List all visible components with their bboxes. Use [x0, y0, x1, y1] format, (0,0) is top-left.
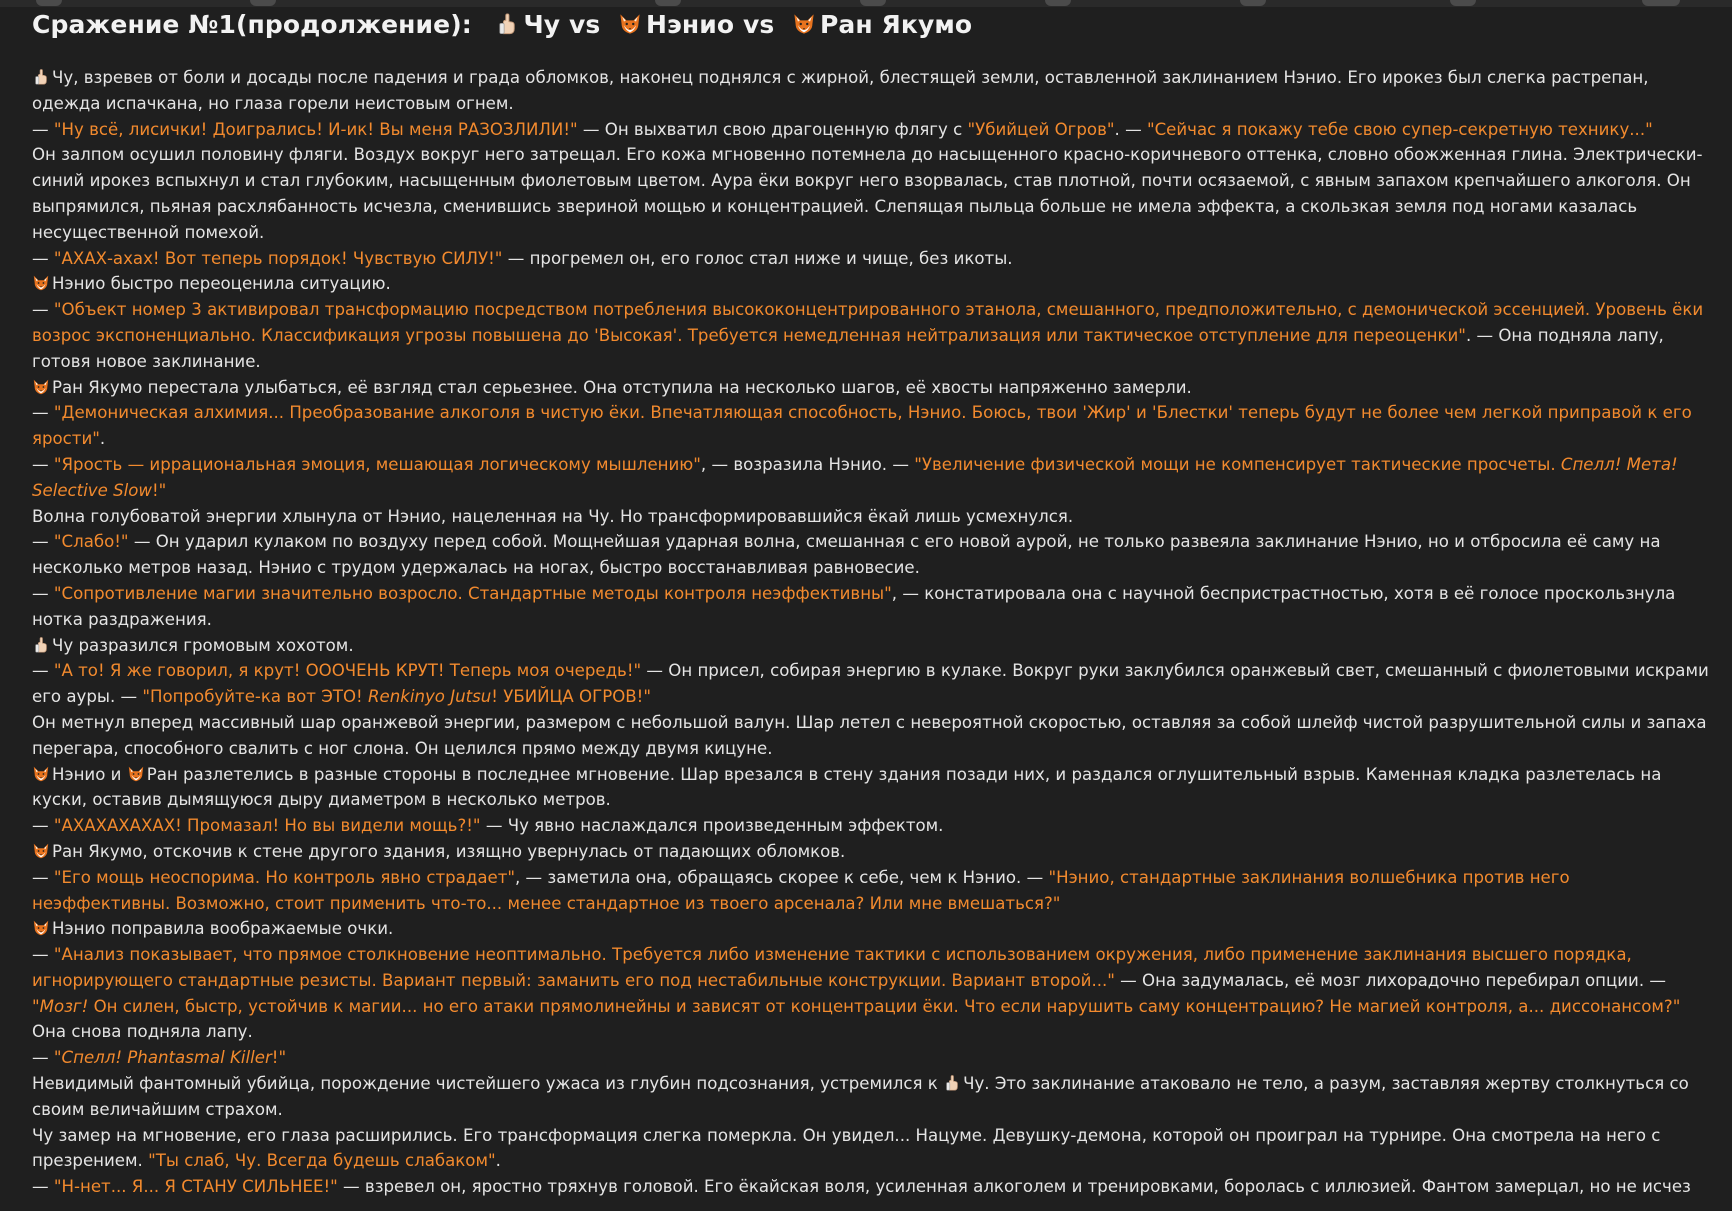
toolbar-button[interactable] — [36, 0, 62, 6]
toolbar-button[interactable] — [655, 0, 681, 6]
dialogue-quote: "Попробуйте-ка вот ЭТО! — [142, 687, 368, 707]
narration-text: — — [32, 454, 54, 474]
dialogue-quote: !" — [151, 480, 167, 500]
narration-text: — — [32, 661, 54, 681]
story-paragraph — [32, 633, 1712, 659]
narration-text: Нэнио поправила воображаемые очки. — [52, 919, 394, 939]
fox-icon — [618, 10, 642, 34]
dialogue-quote: "Сейчас я покажу тебе свою супер-секретную технику..." — [1146, 119, 1653, 139]
toolbar-button[interactable] — [1240, 0, 1266, 6]
hand-icon — [32, 68, 50, 86]
narration-text: Чу, взревев от боли и досады после падения и града обломков, наконец поднялся с жирной, блестящей земли, оставленной заклинанием Нэнио. Его ирокез был слегка растрепан, одежда испачкана, но глаза горели неистовым огнем. — [32, 68, 1649, 113]
hand-icon — [495, 10, 519, 34]
narration-text: Он залпом осушил половину фляги. Воздух вокруг него затрещал. Его кожа мгновенно потемнела до насыщенного красно-коричневого оттенка, словно обожженная глина. Электрически-синий ирокез вспыхнул и стал глубоким, насыщенным фиолетовым цветом. Аура ёки вокруг него взорвалась, став плотной, почти осязаемой, с явным запахом крепчайшего алкоголя. Он выпрямился, пьяная расхлябанность исчезла, сменившись звериной мощью и концентрацией. Слепящая пыльца больше не имела эффекта, а скользкая земля под ногами казалась несущественной помехой. — [32, 145, 1703, 242]
title-name-chu: Чу — [523, 10, 561, 39]
story-paragraph — [32, 246, 1712, 272]
fox-icon — [32, 842, 50, 860]
narration-text: . — — [1114, 119, 1147, 139]
message-content — [32, 7, 1712, 1200]
dialogue-quote: " — [32, 996, 40, 1016]
narration-text: Чу. Это заклинание атаковало не тело, а разум, заставляя жертву столкнуться со своим величайшим страхом. — [32, 1074, 1689, 1119]
story-paragraph — [32, 916, 1712, 942]
story-paragraph — [32, 581, 1712, 633]
narration-text: Он метнул вперед массивный шар оранжевой энергии, размером с небольшой валун. Шар летел с невероятной скоростью, оставляя за собой шлейф чистой разрушительной силы и запаха перегара, способного свалить с ног слона. Он целился прямо между двумя кицуне. — [32, 712, 1707, 758]
toolbar-button[interactable] — [250, 0, 276, 6]
toolbar-button[interactable] — [860, 0, 886, 6]
story-paragraph — [32, 865, 1712, 917]
narration-text: Ран Якумо перестала улыбаться, её взгляд стал серьезнее. Она отступила на несколько шагов, её хвосты напряженно замерли. — [52, 377, 1192, 397]
narration-text: , — возразила Нэнио. — — [700, 454, 915, 474]
story-paragraph — [32, 1019, 1712, 1045]
title-name-ran: Ран Якумо — [819, 10, 973, 39]
story-paragraph — [32, 65, 1712, 117]
fox-icon — [32, 274, 50, 292]
story-paragraph — [32, 504, 1712, 530]
story-paragraph — [32, 529, 1712, 581]
narration-text: , — констатировала она с научной беспристрастностью, хотя в её голосе проскользнула нотка раздражения. — [32, 583, 1676, 629]
fox-icon — [792, 10, 816, 34]
dialogue-quote: "Увеличение физической мощи не компенсирует тактические просчеты. — [914, 454, 1561, 474]
dialogue-quote: "Объект номер 3 активировал трансформацию посредством потребления высококонцентрированного этанола, смешанного, предположительно, с демонической эссенцией. Уровень ёки возрос экспоненциально. Классификация угрозы повышена до 'Высокая'. Требуется немедленная нейтрализация или тактическое отступление для переоценки" — [32, 300, 1704, 345]
narration-text: — — [32, 945, 54, 965]
narration-text: — — [32, 248, 54, 268]
narration-text: Нэнио и — [52, 764, 127, 784]
narration-text: — — [32, 816, 54, 836]
narration-text: — — [32, 300, 54, 320]
narration-text: , — заметила она, обращаясь скорее к себе, чем к Нэнио. — — [515, 867, 1049, 887]
dialogue-quote: " — [53, 1048, 62, 1068]
narration-text: — Он выхватил свою драгоценную флягу с — [577, 119, 968, 139]
dialogue-quote: "Его мощь неоспорима. Но контроль явно страдает" — [53, 867, 515, 887]
title-prefix: Сражение №1(продолжение): — [32, 10, 481, 39]
narration-text: Чу замер на мгновение, его глаза расширились. Его трансформация слегка померкла. Он увидел... Нацуме. Девушку-демона, которой он проиграл на турнире. Она смотрела на него с презрением. — [32, 1125, 1661, 1171]
narration-text: Чу разразился громовым хохотом. — [52, 635, 354, 655]
story-paragraph — [32, 142, 1712, 245]
toolbar-button[interactable] — [1045, 0, 1071, 6]
narration-text: — — [32, 1177, 54, 1197]
story-body — [32, 65, 1712, 1200]
toolbar-button[interactable] — [1642, 0, 1680, 6]
narration-text: Нэнио быстро переоценила ситуацию. — [52, 274, 391, 294]
dialogue-quote: Renkinyo Jutsu — [367, 687, 492, 707]
fox-icon — [32, 378, 50, 396]
dialogue-quote: "Н-нет... Я... Я СТАНУ СИЛЬНЕЕ!" — [53, 1177, 338, 1197]
story-paragraph — [32, 813, 1712, 839]
dialogue-quote: "Сопротивление магии значительно возросло. Стандартные методы контроля неэффективны" — [53, 583, 892, 603]
narration-text: — прогремел он, его голос стал ниже и чище, без икоты. — [502, 248, 1013, 268]
dialogue-quote: "А то! Я же говорил, я крут! ОООЧЕНЬ КРУТ! Теперь моя очередь!" — [53, 661, 642, 681]
story-paragraph — [32, 762, 1712, 814]
dialogue-quote: "Демоническая алхимия... Преобразование алкоголя в чистую ёки. Впечатляющая способность, Нэнио. Боюсь, твои 'Жир' и 'Блестки' теперь будут не более чем легкой приправой к его ярости" — [32, 403, 1692, 449]
story-paragraph — [32, 1045, 1712, 1071]
dialogue-quote: Мозг! — [39, 996, 89, 1016]
narration-text: — — [32, 119, 54, 139]
story-paragraph — [32, 271, 1712, 297]
hand-icon — [943, 1074, 961, 1092]
narration-text: . — [99, 429, 106, 449]
story-paragraph — [32, 839, 1712, 865]
dialogue-quote: "Нэнио, стандартные заклинания волшебника против него неэффективны. Возможно, стоит применить что-то... менее стандартное из твоего арсенала? Или мне вмешаться?" — [32, 867, 1570, 913]
narration-text: — — [32, 583, 54, 603]
narration-text: — взревел он, яростно тряхнув головой. Его ёкайская воля, усиленная алкоголем и тренировками, боролась с иллюзией. Фантом замерцал, но не исчез — [337, 1177, 1691, 1197]
narration-text: — Она задумалась, её мозг лихорадочно перебирал опции. — — [1114, 970, 1666, 990]
dialogue-quote: ! УБИЙЦА ОГРОВ!" — [491, 687, 651, 707]
narration-text: — Он ударил кулаком по воздуху перед собой. Мощнейшая ударная волна, смешанная с его новой аурой, не только развеяла заклинание Нэнио, но и отбросила её саму на несколько метров назад. Нэнио с трудом удержалась на ногах, быстро восстанавливая равновесие. — [32, 532, 1661, 578]
story-paragraph — [32, 375, 1712, 401]
page-title — [32, 7, 1712, 43]
narration-text: Она снова подняла лапу. — [32, 1022, 253, 1042]
dialogue-quote: "Ты слаб, Чу. Всегда будешь слабаком" — [148, 1151, 496, 1171]
dialogue-quote: !" — [271, 1048, 287, 1068]
dialogue-quote: "Убийцей Огров" — [967, 119, 1115, 139]
dialogue-quote: "Слабо!" — [53, 532, 129, 552]
hand-icon — [32, 636, 50, 654]
narration-text: . — [495, 1151, 501, 1171]
narration-text: . — Она подняла лапу, готовя новое заклинание. — [32, 325, 1664, 371]
toolbar-button[interactable] — [1450, 0, 1476, 6]
narration-text: Ран разлетелись в разные стороны в последнее мгновение. Шар врезался в стену здания позади них, и раздался оглушительный взрыв. Каменная кладка разлетелась на куски, оставив дымящуюся дыру диаметром в несколько метров. — [32, 764, 1662, 810]
story-paragraph — [32, 400, 1712, 452]
story-paragraph — [32, 1123, 1712, 1175]
narration-text: — — [32, 532, 54, 552]
story-paragraph — [32, 710, 1712, 762]
title-name-nenio: Нэнио — [645, 10, 735, 39]
story-paragraph — [32, 297, 1712, 374]
dialogue-quote: "АХАХАХАХАХ! Промазал! Но вы видели мощь?!" — [53, 816, 481, 836]
narration-text: — Чу явно наслаждался произведенным эффектом. — [480, 816, 944, 836]
fox-icon — [32, 765, 50, 783]
fox-icon — [127, 765, 145, 783]
dialogue-quote: Спелл! Phantasmal Killer — [61, 1048, 272, 1068]
narration-text: Ран Якумо, отскочив к стене другого здания, изящно увернулась от падающих обломков. — [52, 841, 846, 861]
title-vs: vs — [734, 10, 784, 39]
story-paragraph — [32, 942, 1712, 1019]
story-paragraph — [32, 117, 1712, 143]
dialogue-quote: Спелл! Мета! Selective Slow — [32, 454, 1678, 500]
narration-text: Волна голубоватой энергии хлынула от Нэнио, нацеленная на Чу. Но трансформировавшийся ёкай лишь усмехнулся. — [32, 506, 1074, 526]
fox-icon — [32, 919, 50, 937]
dialogue-quote: "АХАХ-ахах! Вот теперь порядок! Чувствую СИЛУ!" — [53, 248, 503, 268]
dialogue-quote: Он силен, быстр, устойчив к магии... но его атаки прямолинейны и зависят от концентрации ёки. Что если нарушить саму концентрацию? Не магией контроля, а... диссонансом?" — [88, 996, 1681, 1016]
narration-text: Невидимый фантомный убийца, порождение чистейшего ужаса из глубин подсознания, устремился к — [32, 1074, 944, 1094]
narration-text: — — [32, 1048, 54, 1068]
title-vs: vs — [560, 10, 610, 39]
narration-text: — Он присел, собирая энергию в кулаке. Вокруг руки заклубился оранжевый свет, смешанный с фиолетовыми искрами его ауры. — — [32, 661, 1709, 707]
story-paragraph — [32, 1071, 1712, 1123]
narration-text: — — [32, 867, 54, 887]
narration-text: — — [32, 403, 54, 423]
story-paragraph — [32, 1174, 1712, 1200]
story-paragraph — [32, 452, 1712, 504]
dialogue-quote: "Ну всё, лисички! Доигрались! И-ик! Вы меня РАЗОЗЛИЛИ!" — [53, 119, 578, 139]
story-paragraph — [32, 658, 1712, 710]
top-toolbar — [0, 0, 1732, 7]
dialogue-quote: "Ярость — иррациональная эмоция, мешающая логическому мышлению" — [53, 454, 701, 474]
dialogue-quote: "Анализ показывает, что прямое столкновение неоптимально. Требуется либо изменение тактики с использованием окружения, либо применение заклинания высшего порядка, игнорирующего стандартные резисты. Вариант первый: заманить его под нестабильные конструкции. Вариант второй..." — [32, 945, 1632, 990]
